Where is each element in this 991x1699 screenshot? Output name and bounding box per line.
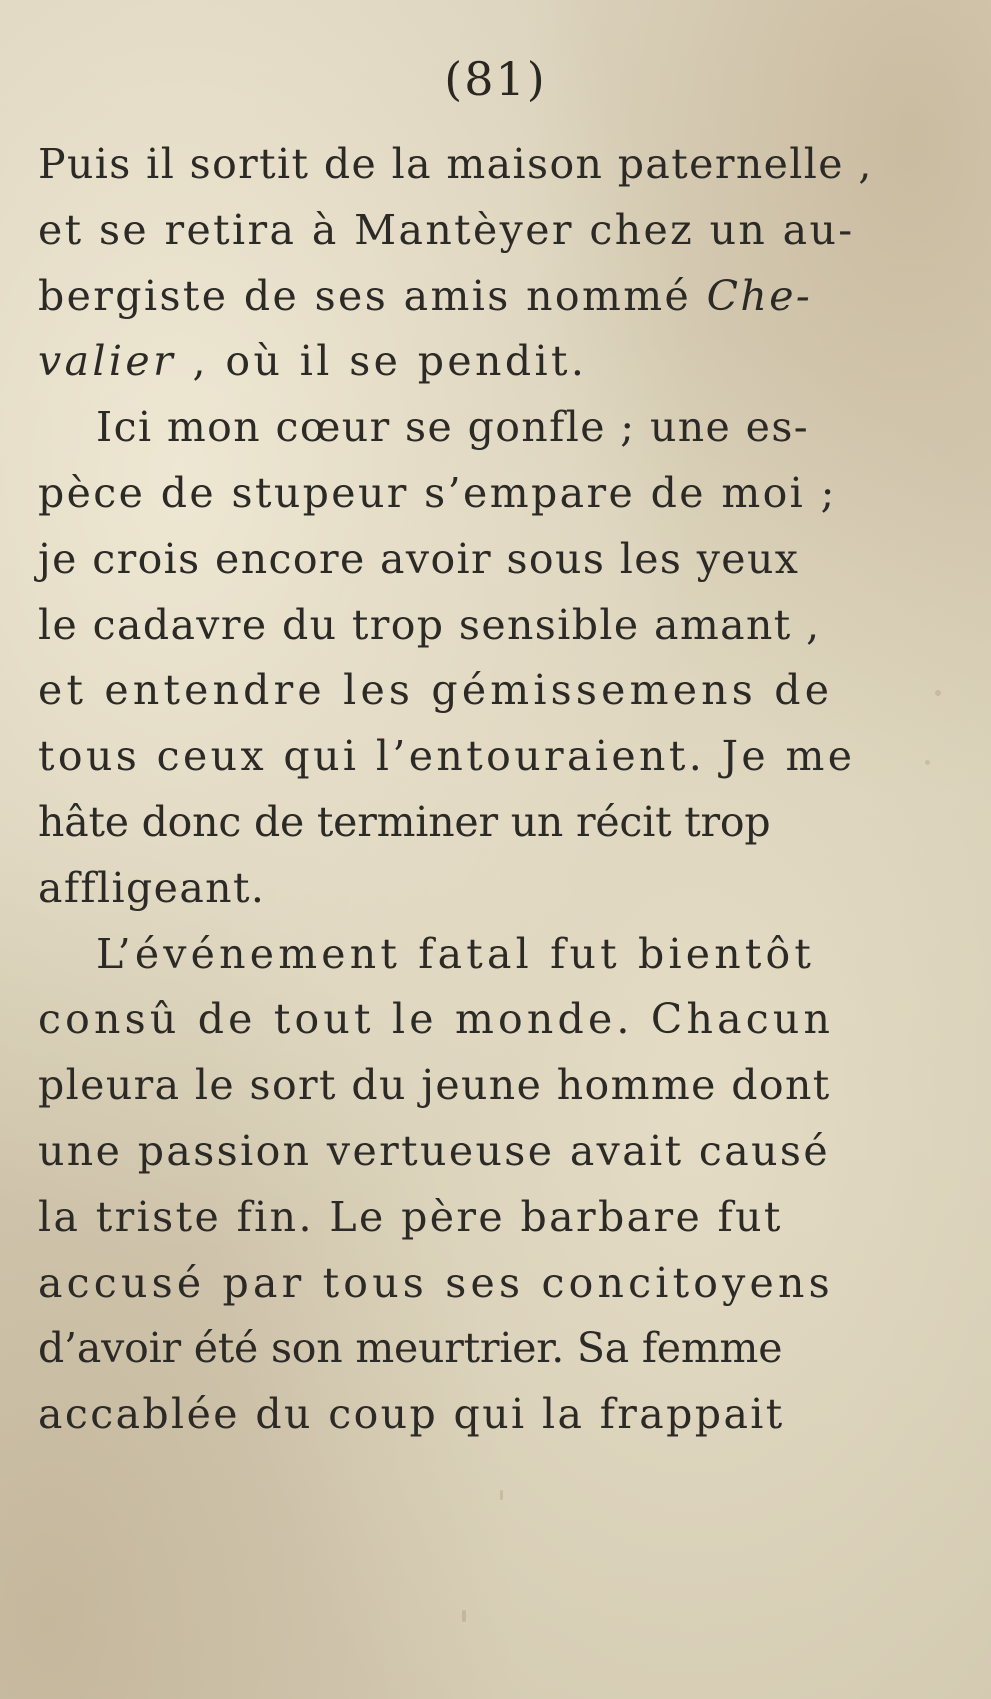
text-line: hâte donc de terminer un récit trop xyxy=(38,797,771,846)
text-line: pèce de stupeur s’empare de moi ; xyxy=(38,468,837,517)
text-line: bergiste de ses amis nommé Che- xyxy=(38,271,813,320)
text-line: Puis il sortit de la maison paternelle , xyxy=(38,140,873,188)
body-text xyxy=(38,132,873,1448)
text-line: consû de tout le monde. Chacun xyxy=(38,995,835,1044)
text-line: valier , où il se pendit. xyxy=(38,337,588,386)
page-number: (81) xyxy=(444,52,547,106)
text-line: une passion vertueuse avait causé xyxy=(38,1126,831,1175)
text-line: accusé par tous ses concitoyens xyxy=(38,1258,834,1307)
text-line: affligeant. xyxy=(38,863,266,912)
text-line: pleura le sort du jeune homme dont xyxy=(38,1061,831,1110)
text-line: et se retira à Mantèyer chez un au- xyxy=(38,205,855,254)
text-line: L’événement fatal fut bientôt xyxy=(96,929,816,978)
text-line: la triste fin. Le père barbare fut xyxy=(38,1192,783,1241)
foxing-spot xyxy=(500,1490,503,1500)
text-line: d’avoir été son meurtrier. Sa femme xyxy=(38,1324,783,1373)
text-line: et entendre les gémissemens de xyxy=(38,666,834,715)
foxing-spot xyxy=(925,760,930,765)
text-line: je crois encore avoir sous les yeux xyxy=(38,534,800,583)
text-line: tous ceux qui l’entouraient. Je me xyxy=(38,732,856,781)
text-line: Ici mon cœur se gonfle ; une es- xyxy=(96,403,810,452)
foxing-spot xyxy=(462,1610,466,1622)
text-line: accablée du coup qui la frappait xyxy=(38,1390,785,1439)
foxing-spot xyxy=(935,690,941,696)
text-line: le cadavre du trop sensible amant , xyxy=(38,600,821,649)
